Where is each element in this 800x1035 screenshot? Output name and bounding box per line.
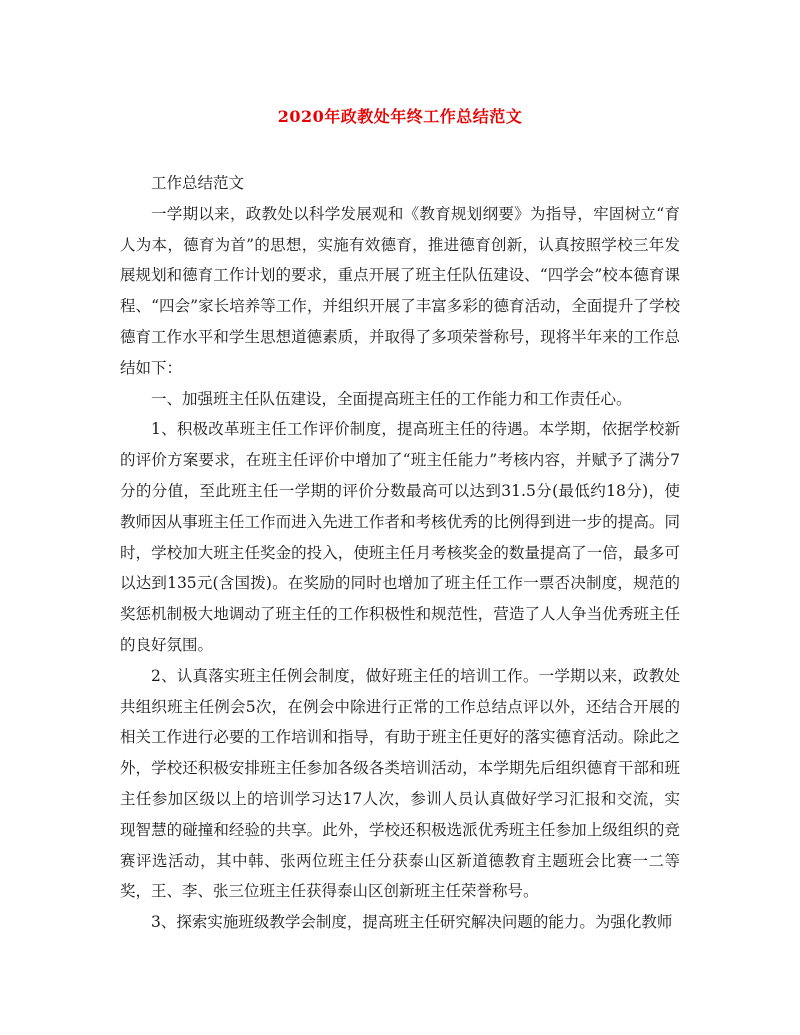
document-title: 2020年政教处年终工作总结范文: [277, 107, 523, 126]
paragraph-item-2: 2、认真落实班主任例会制度，做好班主任的培训工作。一学期以来，政教处共组织班主任例会5次，在例会中除进行正常的工作总结点评以外，还结合开展的相关工作进行必要的工作培训和指导，有助于班主任更好的落实德育活动。除此之外，学校还积极安排班主任参加各级各类培训活动，本学期先后组织德育干部和班主任参加区级以上的培训学习达17人次，参训人员认真做好学习汇报和交流，实现智慧的碰撞和经验的共享。此外，学校还积极选派优秀班主任参加上级组织的竞赛评选活动，其中韩、张两位班主任分获泰山区新道德教育主题班会比赛一二等奖，王、李、张三位班主任获得泰山区创新班主任荣誉称号。: [120, 666, 680, 901]
paragraph-item-1: 1、积极改革班主任工作评价制度，提高班主任的待遇。本学期，依据学校新的评价方案要求，在班主任评价中增加了“班主任能力”考核内容，并赋予了满分7分的分值，至此班主任一学期的评价分数最高可以达到31.5分(最低约18分)，使教师因从事班主任工作而进入先进工作者和考核优秀的比例得到进一步的提高。同时，学校加大班主任奖金的投入，使班主任月考核奖金的数量提高了一倍，最多可以达到135元(含国拨)。在奖励的同时也增加了班主任工作一票否决制度，规范的奖惩机制极大地调动了班主任的工作积极性和规范性，营造了人人争当优秀班主任的良好氛围。: [120, 420, 680, 654]
paragraph-intro: 一学期以来，政教处以科学发展观和《教育规划纲要》为指导，牢固树立“育人为本，德育为首”的思想，实施有效德育，推进德育创新，认真按照学校三年发展规划和德育工作计划的要求，重点开展了班主任队伍建设、“四学会”校本德育课程、“四会”家长培养等工作，并组织开展了丰富多彩的德育活动，全面提升了学校德育工作水平和学生思想道德素质，并取得了多项荣誉称号，现将半年来的工作总结如下：: [120, 204, 680, 377]
paragraph-item-3: 3、探索实施班级教学会制度，提高班主任研究解决问题的能力。为强化教师: [151, 913, 673, 932]
paragraph-heading: 工作总结范文: [151, 174, 245, 192]
document-body: [120, 168, 680, 938]
paragraph-section-1: 一、加强班主任队伍建设，全面提高班主任的工作能力和工作责任心。: [151, 389, 632, 408]
